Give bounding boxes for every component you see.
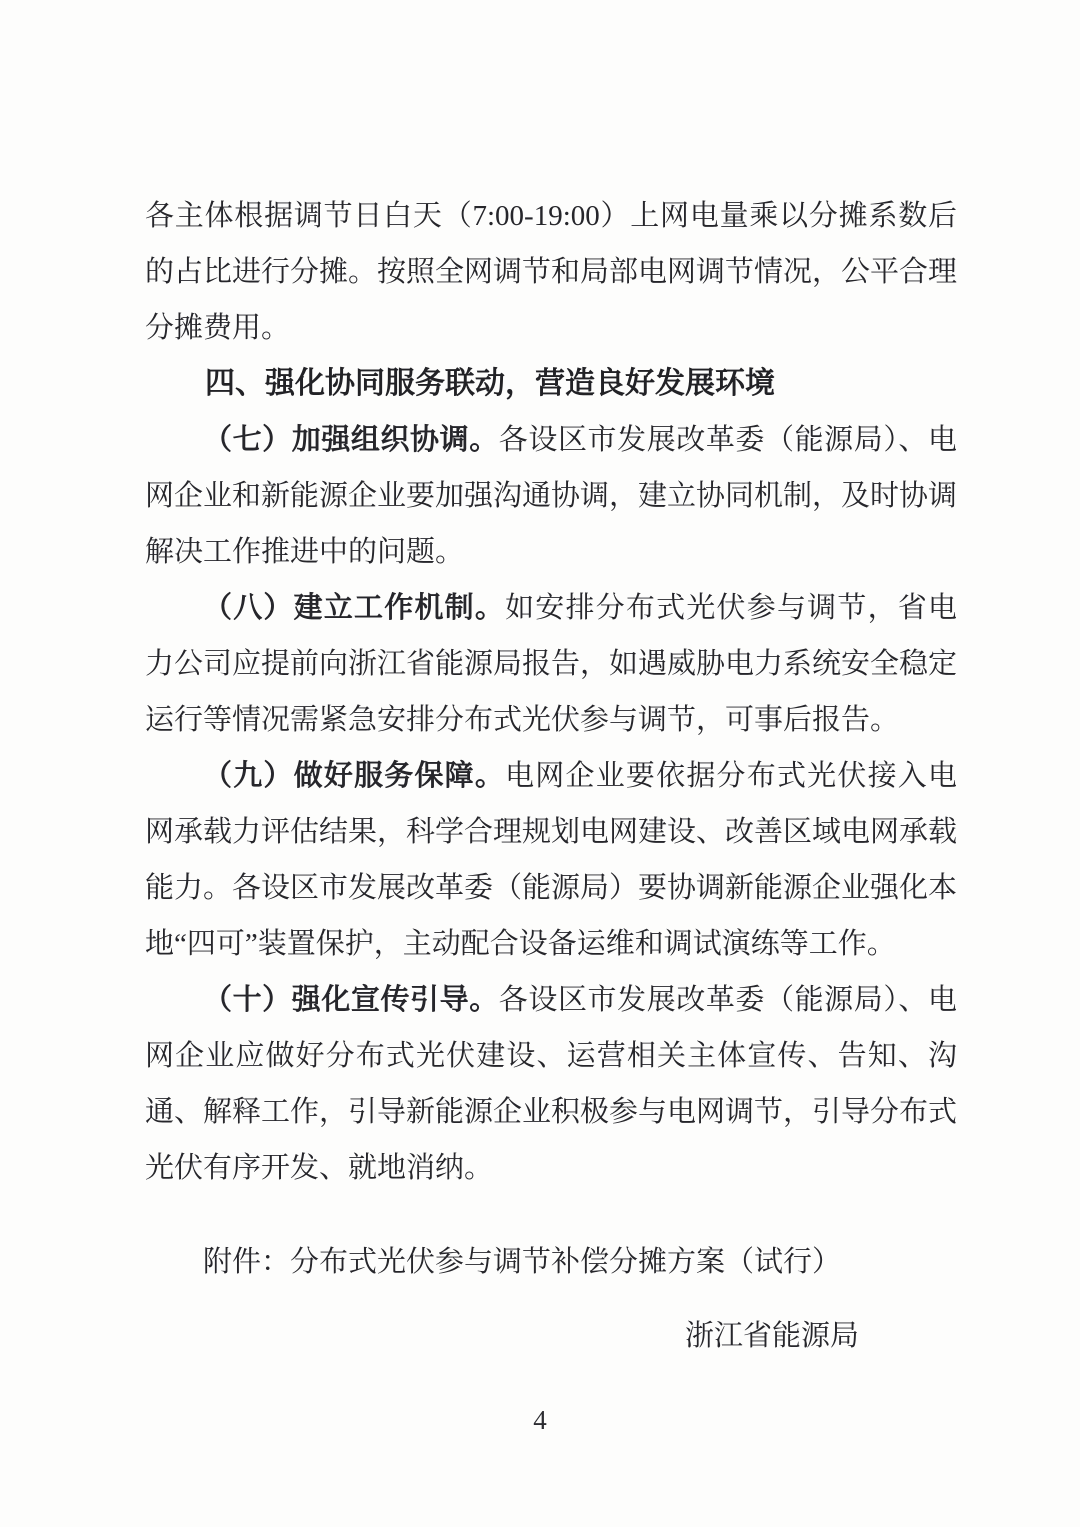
item-10-body: 各设区市发展改革委（能源局）、电网企业应做好分布式光伏建设、运营相关主体宣传、告知、沟通、解释工作，引导新能源企业积极参与电网调节，引导分布式光伏有序开发、就地消纳。 xyxy=(145,984,958,1184)
section-heading: 四、强化协同服务联动，营造良好发展环境 xyxy=(205,367,775,400)
item-8-body: 如安排分布式光伏参与调节，省电力公司应提前向浙江省能源局报告，如遇威胁电力系统安全稳定运行等情况需紧急安排分布式光伏参与调节，可事后报告。 xyxy=(145,592,958,736)
paragraph-item-7 xyxy=(145,412,957,580)
item-9-body: 电网企业要依据分布式光伏接入电网承载力评估结果，科学合理规划电网建设、改善区域电网承载能力。各设区市发展改革委（能源局）要协调新能源企业强化本地“四可”装置保护，主动配合设备运维和调试演练等工作。 xyxy=(145,760,958,960)
paragraph-item-8 xyxy=(145,580,957,748)
signature-issuer: 浙江省能源局 xyxy=(684,1320,859,1352)
item-10-lead: （十）强化宣传引导。 xyxy=(203,984,499,1016)
item-7-lead: （七）加强组织协调。 xyxy=(203,424,499,456)
attachment-line: 附件：分布式光伏参与调节补偿分摊方案（试行） xyxy=(203,1246,842,1278)
page-number: 4 xyxy=(533,1405,547,1435)
item-7-body: 各设区市发展改革委（能源局）、电网企业和新能源企业要加强沟通协调，建立协同机制，及时协调解决工作推进中的问题。 xyxy=(145,424,958,568)
item-8-lead: （八）建立工作机制。 xyxy=(203,592,506,624)
item-9-lead: （九）做好服务保障。 xyxy=(203,760,506,792)
paragraph-item-10 xyxy=(145,972,957,1196)
paragraph-continuation: 各主体根据调节日白天（7:00-19:00）上网电量乘以分摊系数后的占比进行分摊。按照全网调节和局部电网调节情况，公平合理分摊费用。 xyxy=(145,200,958,344)
paragraph-item-9 xyxy=(145,748,957,972)
